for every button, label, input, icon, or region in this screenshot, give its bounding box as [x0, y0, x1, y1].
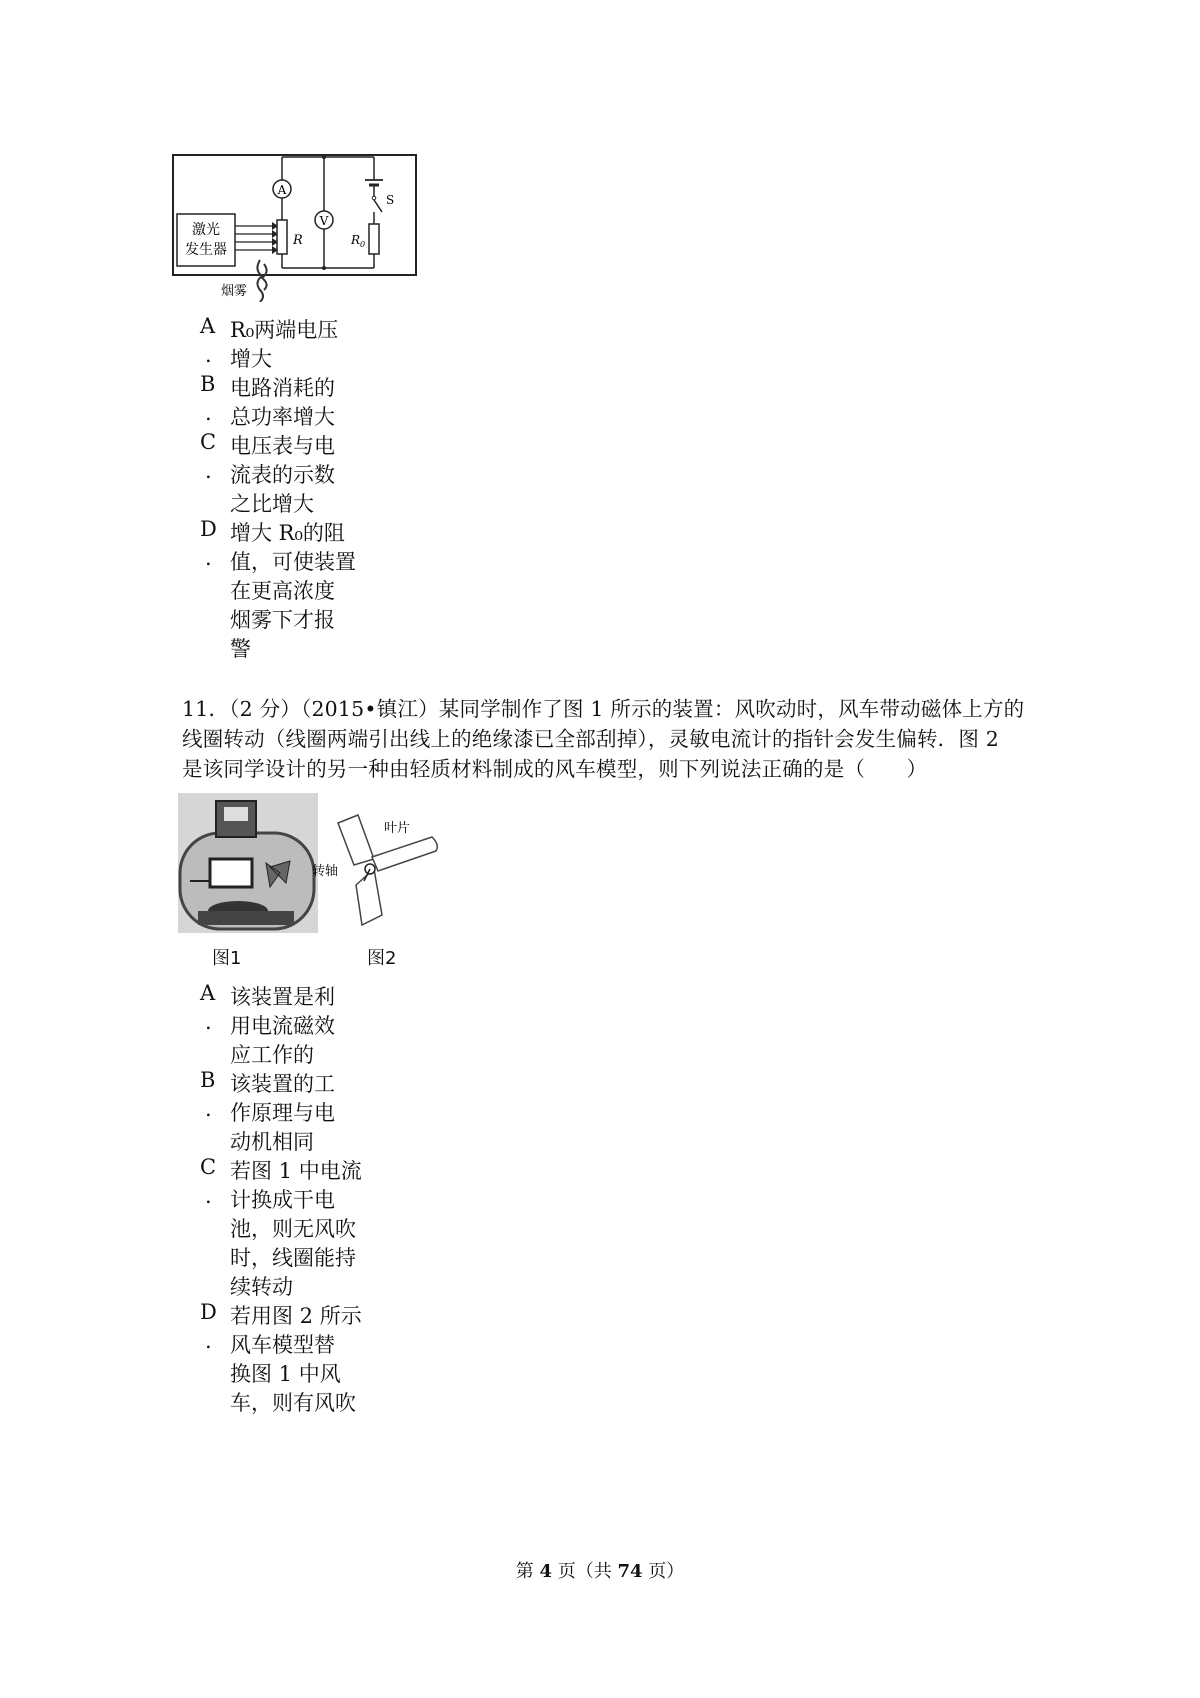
option-d-line: 在更高浓度	[230, 579, 335, 603]
option-a-line: 用电流磁效	[230, 1014, 335, 1038]
option-a-line: 应工作的	[230, 1043, 314, 1067]
option-d-line: 值，可使装置	[230, 550, 356, 574]
figure-2-caption: 图2	[367, 948, 397, 969]
option-d-line: 若用图 2 所示	[230, 1304, 362, 1328]
svg-text:A: A	[277, 183, 287, 197]
option-b-line: 动机相同	[230, 1130, 314, 1154]
option-c-line: 若图 1 中电流	[230, 1159, 362, 1183]
svg-text:R0: $R_0$	[351, 233, 366, 249]
option-c-line: 续转动	[230, 1275, 293, 1299]
option-c-line: 池，则无风吹	[230, 1217, 356, 1241]
option-c-line: 流表的示数	[230, 463, 335, 487]
smoke-icon	[257, 260, 266, 302]
laser-label-line2: 发生器	[185, 242, 227, 258]
option-letter-b: B	[200, 1068, 216, 1092]
blade-label: 叶片	[384, 821, 411, 836]
svg-text:S: S	[386, 193, 395, 207]
option-b-line: 总功率增大	[230, 405, 335, 429]
svg-text:R: R	[293, 233, 303, 248]
smoke-label: 烟雾	[221, 284, 248, 299]
option-a-line: 增大	[230, 347, 272, 371]
option-c-line: 电压表与电	[230, 434, 335, 458]
option-c-line: 时，线圈能持	[230, 1246, 356, 1270]
option-b-line: 作原理与电	[230, 1101, 335, 1125]
option-b-line: 电路消耗的	[230, 376, 335, 400]
option-letter-c: C	[200, 430, 217, 454]
total-page-number: 74	[617, 1561, 643, 1582]
q11-line: 是该同学设计的另一种由轻质材料制成的风车模型，则下列说法正确的是（ ）	[182, 757, 928, 781]
option-c-line: 之比增大	[230, 492, 314, 516]
option-a-line: R₀两端电压	[230, 318, 339, 342]
page-footer: 第 4 页（共 74 页）	[515, 1561, 685, 1582]
current-page-number: 4	[539, 1561, 552, 1582]
option-letter-b: B	[200, 372, 216, 396]
option-d-line: 换图 1 中风	[230, 1362, 341, 1386]
option-d-line: 车，则有风吹	[230, 1391, 356, 1415]
option-letter-c: C	[200, 1155, 217, 1179]
laser-label-line1: 激光	[192, 222, 220, 238]
option-d-line: 警	[230, 637, 251, 661]
option-d-line: 风车模型替	[230, 1333, 335, 1357]
option-letter-d: D	[200, 1300, 217, 1324]
option-c-line: 计换成干电	[230, 1188, 335, 1212]
svg-text:V: V	[319, 214, 329, 228]
circuit-diagram	[172, 152, 432, 302]
option-letter-d: D	[200, 517, 217, 541]
option-letter-a: A	[200, 314, 216, 338]
figure-2-windmill	[310, 795, 450, 935]
q11-line: 11．（2 分）（2015•镇江）某同学制作了图 1 所示的装置：风吹动时，风车带动磁体上方的	[182, 697, 1025, 721]
option-b-line: 该装置的工	[230, 1072, 335, 1096]
axis-label: 转轴	[312, 864, 339, 879]
q11-line: 线圈转动（线圈两端引出线上的绝缘漆已全部刮掉），灵敏电流计的指针会发生偏转．图 2	[182, 727, 1000, 751]
figure-1-caption: 图1	[212, 948, 242, 969]
option-d-line: 增大 R₀的阻	[230, 521, 345, 545]
fixed-resistor-r0	[369, 224, 379, 254]
figure-1-photo	[178, 793, 318, 933]
switch-s	[374, 200, 382, 212]
option-a-line: 该装置是利	[230, 985, 335, 1009]
option-letter-a: A	[200, 981, 216, 1005]
option-d-line: 烟雾下才报	[230, 608, 335, 632]
photoresistor-r	[277, 220, 287, 254]
